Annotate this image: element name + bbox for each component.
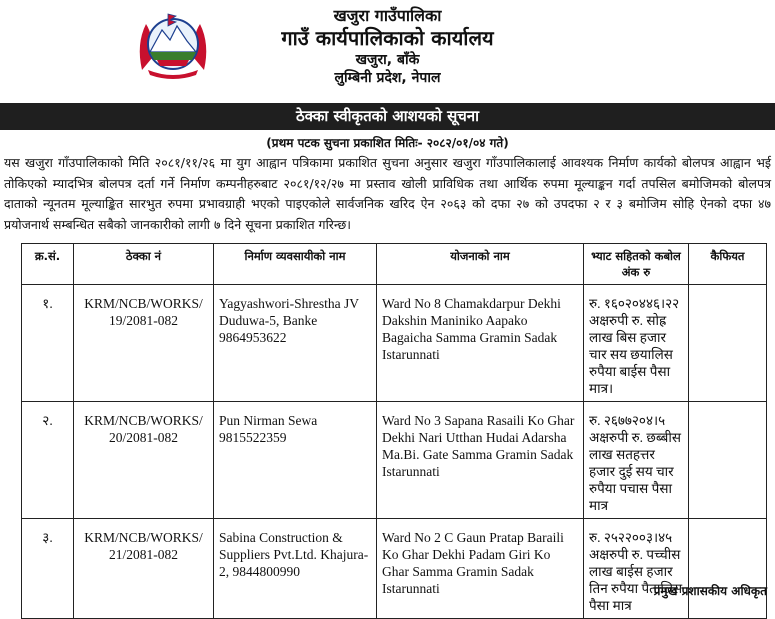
cell-amount: रु. २५२२००३।४५ अक्षरुपी रु. पच्चीस लाख बाईस हजार तिन रुपैया पैतालिस पैसा मात्र [584,519,689,619]
letterhead [0,6,775,87]
cell-remarks [689,402,767,519]
col-header-contractor: निर्माण व्यवसायीको नाम [214,244,377,285]
cell-contractor: Sabina Construction & Suppliers Pvt.Ltd. Khajura-2, 9844800990 [214,519,377,619]
cell-sn: २. [22,402,74,519]
notice-body: यस खजुरा गाँउपालिकाको मिति २०८१/११/२६ मा युग आह्वान पत्रिकामा प्रकाशित सुचना अनुसार खजुरा गाँउपालिकालाई आवश्यक निर्माण कार्यको बोलपत्र आह्वान भई तोकिएको म्यादभित्र बोलपत्र दर्ता गर्ने निर्माण कम्पनीहरुबाट २०८१/१२/२७ मा प्रस्ताव खोली प्राविधिक तथा आर्थिक रुपमा मूल्याङ्कन गर्दा तपसिल बमोजिमको बोलपत्र दाताको न्यूनतम मूल्याङ्कित सारभुत रुपमा प्रभावग्राही भएको पाइएकोले सार्वजनिक खरिद ऐन २०६३ को दफा २७ को उपदफा २ र ३ बमोजिम सोहि ऐनको दफा ४७ प्रयोजनार्थ सम्बन्धित सबैको जानकारीको लागी ७ दिने सूचना प्रकाशित गरिन्छ। [4,155,771,232]
signature-title: प्रमुख प्रशासकीय अधिकृत [653,584,767,598]
table-row [22,285,767,402]
cell-contractor: Yagyashwori-Shrestha JV Duduwa-5, Banke 9864953622 [214,285,377,402]
cell-sn: ३. [22,519,74,619]
notice-title: ठेक्का स्वीकृतको आशयको सूचना [0,103,775,130]
cell-amount: रु. १६०२०४४६।२२ अक्षरुपी रु. सोह्र लाख बिस हजार चार सय छयालिस रुपैया बाईस पैसा मात्र। [584,285,689,402]
tender-table [21,243,767,619]
cell-amount: रु. २६७७२०४।५ अक्षरुपी रु. छब्बीस लाख सतहत्तर हजार दुई सय चार रुपैया पचास पैसा मात्र [584,402,689,519]
province-name: लुम्बिनी प्रदेश, नेपाल [334,70,441,86]
cell-contract-no: KRM/NCB/WORKS/ 20/2081-082 [74,402,214,519]
table-row [22,519,767,619]
col-header-project: योजनाको नाम [377,244,584,285]
cell-contract-no: KRM/NCB/WORKS/ 19/2081-082 [74,285,214,402]
cell-remarks [689,285,767,402]
col-header-remarks: कैफियत [689,244,767,285]
col-header-sn: क्र.सं. [22,244,74,285]
cell-project: Ward No 8 Chamakdarpur Dekhi Dakshin Maniniko Aapako Bagaicha Samma Gramin Sadak Istarunnati [377,285,584,402]
col-header-amount: भ्याट सहितको कबोल अंक रु [584,244,689,285]
cell-project: Ward No 2 C Gaun Pratap Baraili Ko Ghar Dekhi Padam Giri Ko Ghar Samma Gramin Sadak Istarunnati [377,519,584,619]
cell-sn: १. [22,285,74,402]
publication-date: (प्रथम पटक सुचना प्रकाशित मितिः- २०८२/०१/०४ गते) [266,136,509,150]
col-header-contract-no: ठेक्का नं [74,244,214,285]
cell-remarks [689,519,767,619]
office-location: खजुरा, बाँके [355,52,420,68]
municipality-name: खजुरा गाउँपालिका [333,6,442,25]
table-row [22,402,767,519]
cell-contractor: Pun Nirman Sewa 9815522359 [214,402,377,519]
office-name: गाउँ कार्यपालिकाको कार्यालय [281,26,494,50]
cell-project: Ward No 3 Sapana Rasaili Ko Ghar Dekhi Nari Utthan Hudai Adarsha Ma.Bi. Gate Samma Gramin Sadak Istarunnati [377,402,584,519]
table-header-row [22,244,767,285]
cell-contract-no: KRM/NCB/WORKS/ 21/2081-082 [74,519,214,619]
